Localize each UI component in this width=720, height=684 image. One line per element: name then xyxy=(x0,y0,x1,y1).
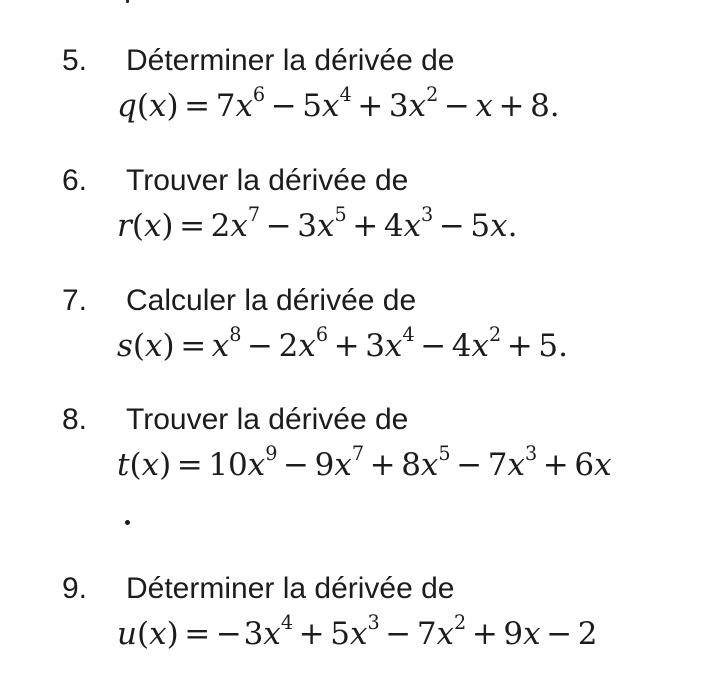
operator: + xyxy=(498,88,525,124)
coefficient: 7 xyxy=(215,88,236,124)
function-name: t xyxy=(117,447,130,483)
coefficient: 5 xyxy=(538,328,559,364)
exponent: 3 xyxy=(421,203,434,227)
formula xyxy=(117,203,518,246)
variable: x xyxy=(471,328,489,364)
operator: + xyxy=(352,208,379,244)
function-name: s xyxy=(117,328,133,364)
operator: + xyxy=(542,447,569,483)
exponent: 3 xyxy=(524,442,538,466)
formula xyxy=(117,323,568,366)
variable: x xyxy=(235,88,253,124)
operator: − xyxy=(247,328,274,364)
operator: − xyxy=(420,328,447,364)
paren: ( xyxy=(132,328,146,364)
coefficient: 2 xyxy=(278,328,299,364)
term xyxy=(302,83,352,124)
variable: x xyxy=(141,447,160,483)
operator: + xyxy=(333,328,360,364)
term xyxy=(330,611,380,652)
term xyxy=(208,442,278,483)
operator: − xyxy=(215,616,242,652)
paren: ) xyxy=(166,88,179,124)
item-number: 8. xyxy=(62,403,88,436)
term xyxy=(243,611,294,652)
exponent: 2 xyxy=(488,323,502,347)
coefficient: 5 xyxy=(302,88,323,124)
function-name: q xyxy=(117,88,137,124)
coefficient: 8 xyxy=(530,88,550,124)
equals-sign: = xyxy=(176,447,203,483)
top-cut-off-mark xyxy=(126,0,129,3)
term xyxy=(538,328,558,364)
variable: x xyxy=(316,208,335,244)
operator: − xyxy=(385,616,412,652)
equals-sign: = xyxy=(184,616,211,652)
coefficient: 2 xyxy=(210,208,231,244)
variable: x xyxy=(403,208,422,244)
operator: − xyxy=(270,88,297,124)
equals-sign: = xyxy=(180,328,207,364)
coefficient: 7 xyxy=(487,447,508,483)
variable: x xyxy=(436,616,455,652)
paren: ) xyxy=(161,208,174,244)
coefficient: 2 xyxy=(577,616,598,652)
item-heading: Calculer la dérivée de xyxy=(126,284,417,317)
item-number: 7. xyxy=(62,284,88,317)
item-heading: Trouver la dérivée de xyxy=(126,164,409,197)
operator: − xyxy=(443,88,470,124)
item-number: 6. xyxy=(62,164,88,197)
variable: x xyxy=(475,88,493,124)
operator: − xyxy=(456,447,483,483)
period: . xyxy=(549,88,560,124)
term xyxy=(365,323,415,364)
coefficient: 7 xyxy=(416,616,437,652)
variable: x xyxy=(507,447,525,483)
operator: + xyxy=(357,88,384,124)
term xyxy=(470,208,507,244)
coefficient: 3 xyxy=(297,208,317,244)
function-name: u xyxy=(117,616,137,652)
term xyxy=(210,203,261,244)
coefficient: 10 xyxy=(208,447,248,483)
term xyxy=(278,323,329,364)
variable: x xyxy=(523,616,541,652)
formula xyxy=(117,442,612,485)
paren: ( xyxy=(131,208,144,244)
exponent: 5 xyxy=(334,203,347,227)
variable: x xyxy=(408,88,427,124)
exponent: 6 xyxy=(315,323,329,347)
variable: x xyxy=(349,616,368,652)
exponent: 4 xyxy=(280,611,294,635)
coefficient: 4 xyxy=(451,328,472,364)
coefficient: 3 xyxy=(365,328,385,364)
item-number: 9. xyxy=(62,572,88,605)
stray-period xyxy=(125,520,130,525)
operator: + xyxy=(298,616,325,652)
exponent: 4 xyxy=(402,323,415,347)
coefficient: 8 xyxy=(401,447,421,483)
operator: − xyxy=(546,616,573,652)
exponent: 7 xyxy=(247,203,261,227)
term xyxy=(574,447,611,483)
coefficient: 6 xyxy=(574,447,595,483)
exponent: 3 xyxy=(367,611,380,635)
function-name: r xyxy=(117,208,132,244)
coefficient: 3 xyxy=(388,88,409,124)
operator: − xyxy=(265,208,292,244)
item-number: 5. xyxy=(62,44,88,77)
exponent: 4 xyxy=(339,83,352,107)
term xyxy=(487,442,538,483)
variable: x xyxy=(247,447,266,483)
term xyxy=(475,88,492,124)
item-heading: Déterminer la dérivée de xyxy=(126,572,455,605)
formula xyxy=(117,611,598,654)
variable: x xyxy=(230,208,248,244)
term xyxy=(297,203,347,244)
operator: + xyxy=(506,328,533,364)
item-heading: Déterminer la dérivée de xyxy=(126,44,455,77)
term xyxy=(578,616,598,652)
period: . xyxy=(507,208,518,244)
coefficient: 9 xyxy=(314,447,335,483)
operator: + xyxy=(369,447,396,483)
operator: + xyxy=(471,616,498,652)
paren: ( xyxy=(136,616,150,652)
exponent: 2 xyxy=(454,611,467,635)
paren: ) xyxy=(162,328,175,364)
equals-sign: = xyxy=(179,208,206,244)
exponent: 6 xyxy=(252,83,266,107)
paren: ) xyxy=(166,616,179,652)
variable: x xyxy=(594,447,612,483)
exponent: 7 xyxy=(351,442,365,466)
term xyxy=(211,323,242,364)
variable: x xyxy=(334,447,352,483)
operator: − xyxy=(438,208,465,244)
term xyxy=(388,83,439,124)
coefficient: 5 xyxy=(470,208,491,244)
formula xyxy=(117,83,560,126)
variable: x xyxy=(148,88,167,124)
variable: x xyxy=(384,328,403,364)
item-heading: Trouver la dérivée de xyxy=(126,403,409,436)
paren: ( xyxy=(136,88,149,124)
exponent: 9 xyxy=(265,442,278,466)
exponent: 5 xyxy=(438,442,451,466)
variable: x xyxy=(490,208,508,244)
variable: x xyxy=(149,616,167,652)
variable: x xyxy=(263,616,281,652)
variable: x xyxy=(322,88,340,124)
variable: x xyxy=(145,328,163,364)
paren: ) xyxy=(159,447,172,483)
exponent: 8 xyxy=(229,323,242,347)
variable: x xyxy=(143,208,162,244)
term xyxy=(314,442,365,483)
term xyxy=(383,203,434,244)
variable: x xyxy=(420,447,439,483)
term xyxy=(215,83,266,124)
coefficient: 4 xyxy=(383,208,404,244)
period: . xyxy=(558,328,568,364)
equals-sign: = xyxy=(184,88,211,124)
coefficient: 3 xyxy=(243,616,264,652)
exponent: 2 xyxy=(426,83,439,107)
term xyxy=(530,88,550,124)
variable: x xyxy=(298,328,316,364)
term xyxy=(416,611,467,652)
variable: x xyxy=(211,328,230,364)
paren: ( xyxy=(129,447,142,483)
coefficient: 9 xyxy=(503,616,524,652)
coefficient: 5 xyxy=(330,616,350,652)
term xyxy=(503,616,540,652)
term xyxy=(451,323,502,364)
operator: − xyxy=(283,447,310,483)
term xyxy=(401,442,451,483)
